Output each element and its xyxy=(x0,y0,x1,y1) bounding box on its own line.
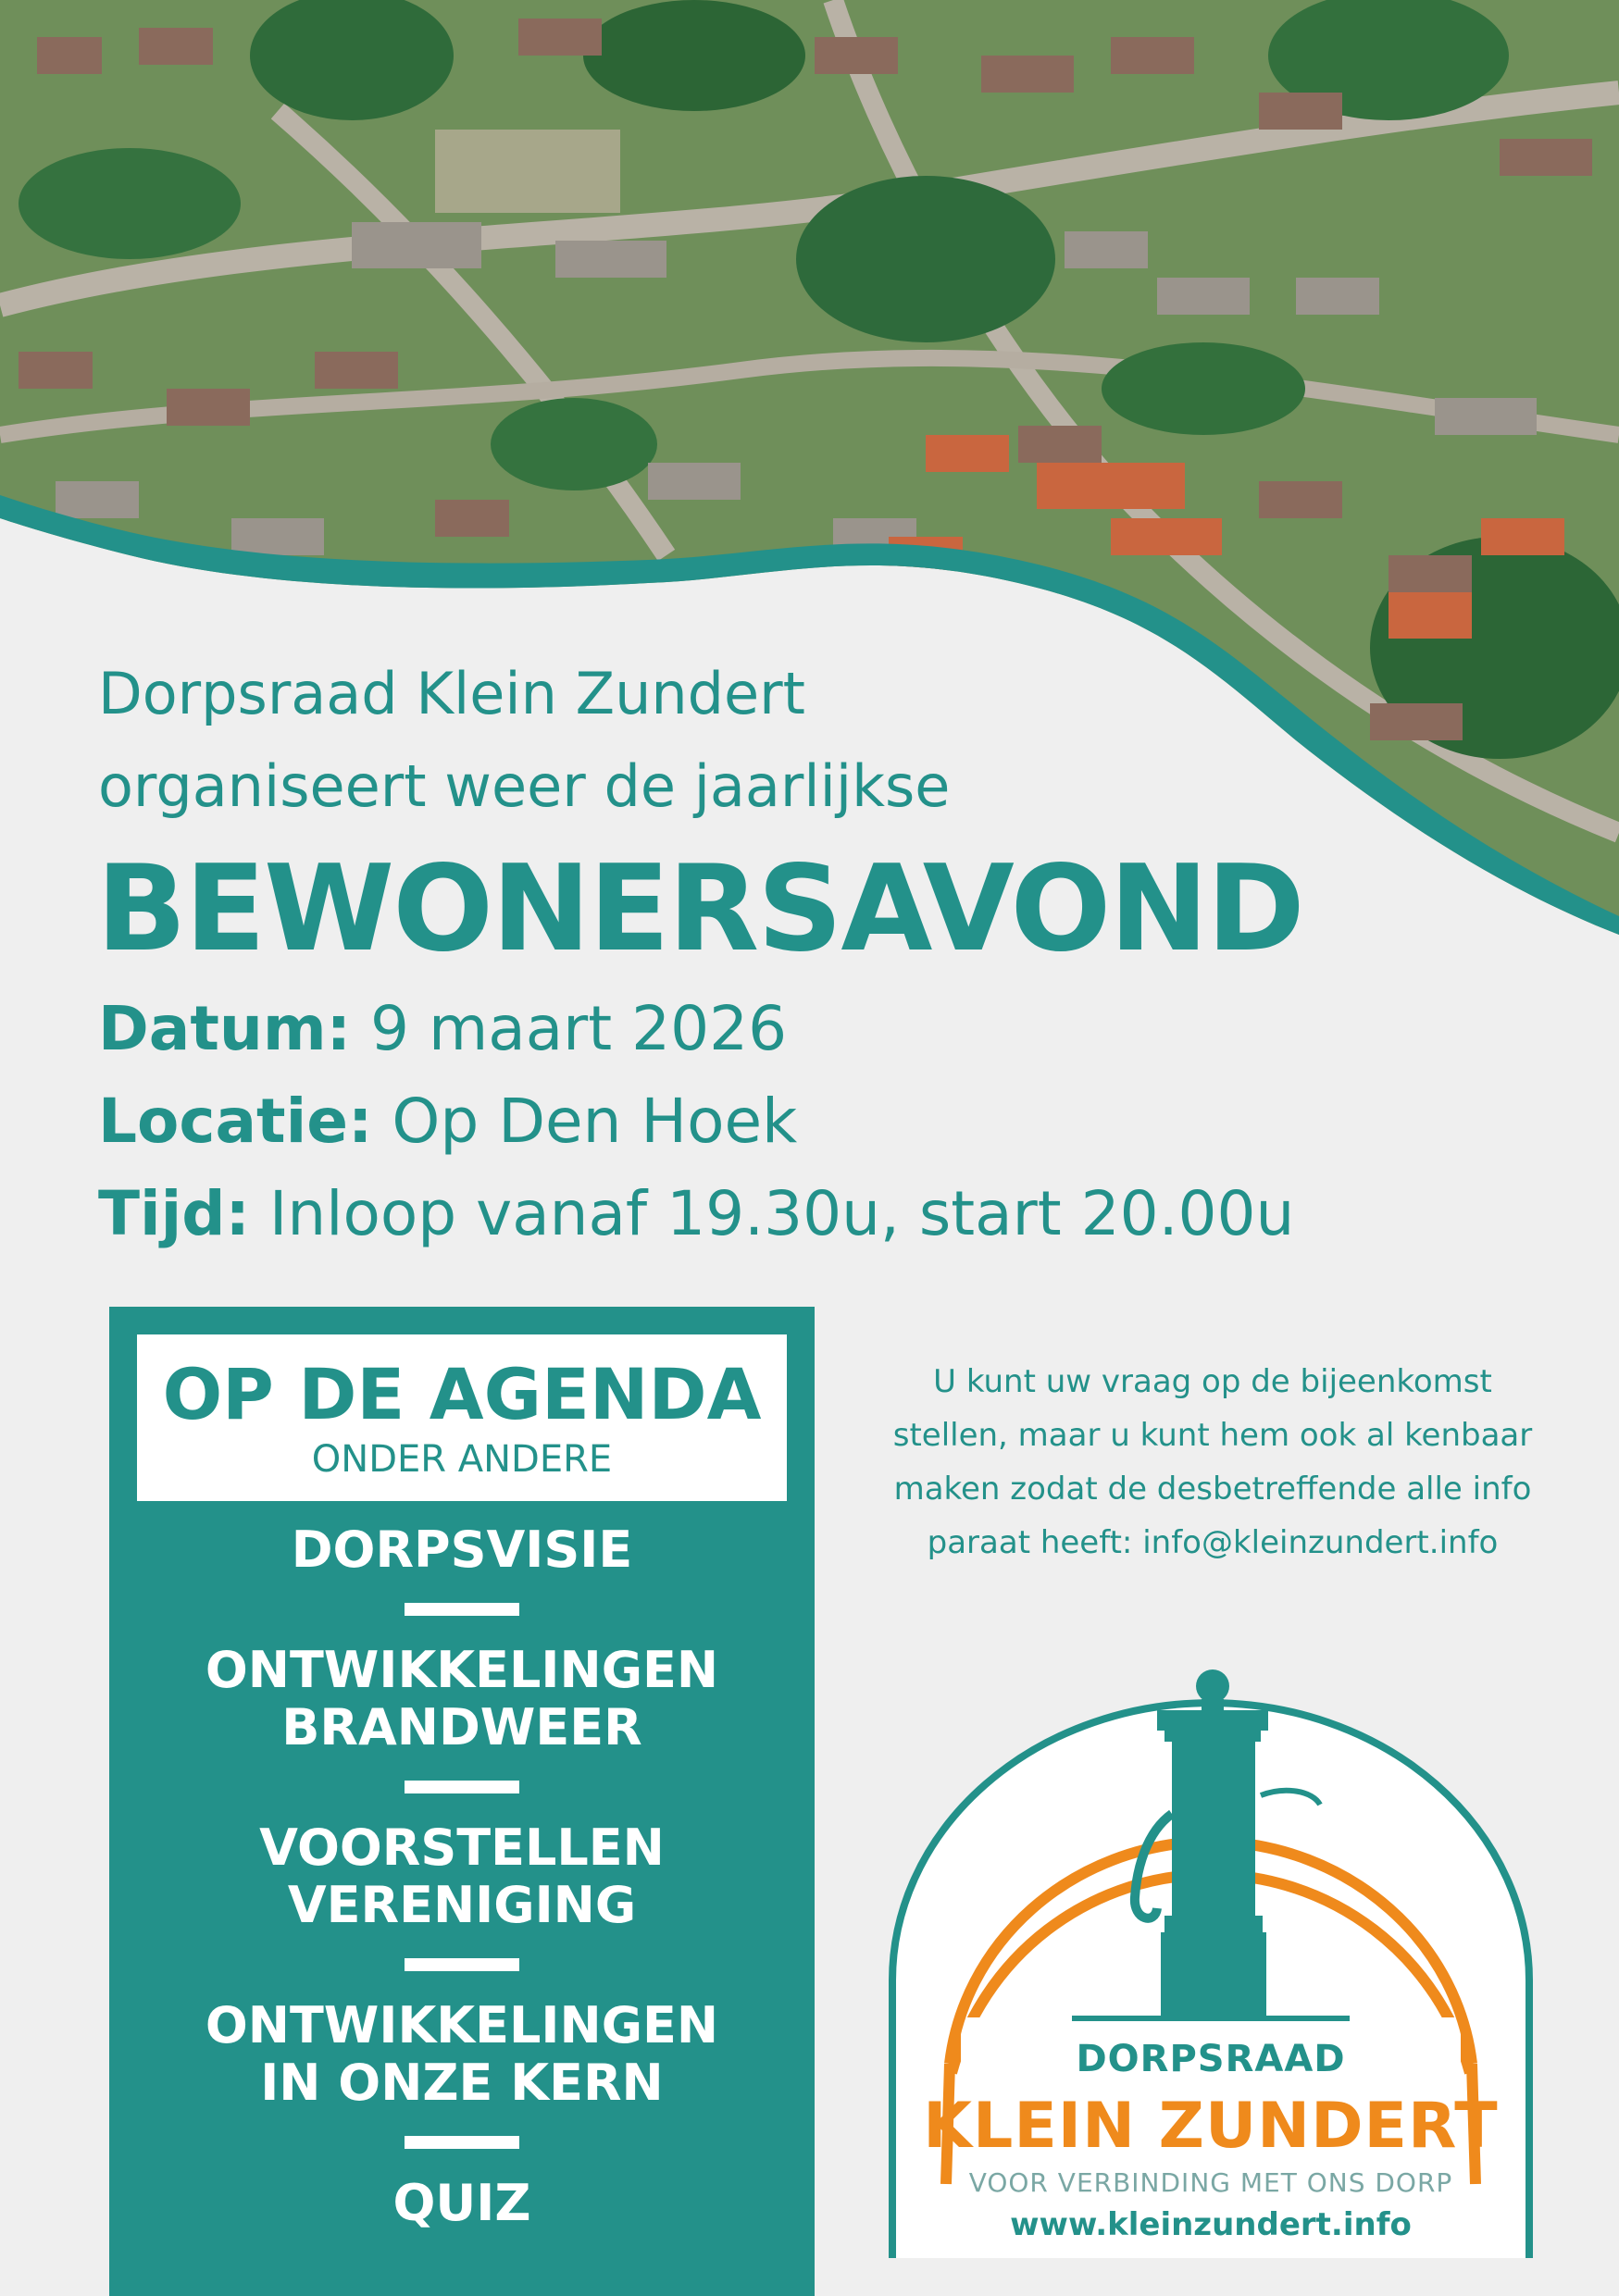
agenda-list xyxy=(109,1521,815,2232)
agenda-item-line: IN ONZE KERN xyxy=(260,2054,664,2112)
location-row xyxy=(98,1075,1294,1168)
question-line-3: maken zodat de desbetreffende alle info xyxy=(893,1471,1532,1508)
question-line-1: U kunt uw vraag op de bijeenkomst xyxy=(933,1363,1492,1400)
agenda-panel xyxy=(109,1307,815,2296)
agenda-subtitle: ONDER ANDERE xyxy=(311,1438,613,1481)
question-text xyxy=(861,1355,1564,1570)
question-line-4: paraat heeft: info@kleinzundert.info xyxy=(927,1524,1499,1561)
agenda-header xyxy=(137,1334,787,1501)
agenda-item-line: QUIZ xyxy=(392,2174,531,2232)
agenda-divider xyxy=(405,2136,519,2149)
date-label: Datum: xyxy=(98,993,352,1064)
logo-main-text: KLEIN ZUNDERT xyxy=(923,2090,1499,2163)
agenda-divider xyxy=(405,1958,519,1971)
agenda-item xyxy=(109,1819,815,1934)
question-line-2: stellen, maar u kunt hem ook al kenbaar xyxy=(892,1417,1533,1454)
agenda-title: OP DE AGENDA xyxy=(162,1353,762,1435)
date-row xyxy=(98,983,1294,1075)
agenda-item xyxy=(109,1997,815,2112)
agenda-item-line: ONTWIKKELINGEN xyxy=(205,1996,719,2054)
intro-text xyxy=(98,648,950,833)
time-label: Tijd: xyxy=(98,1178,250,1249)
date-value: 9 maart 2026 xyxy=(370,993,788,1064)
time-row xyxy=(98,1168,1294,1260)
event-headline: BEWONERSAVOND xyxy=(96,840,1303,978)
logo-top-text: DORPSRAAD xyxy=(1076,2038,1346,2080)
location-value: Op Den Hoek xyxy=(392,1086,798,1157)
agenda-item-line: VERENIGING xyxy=(287,1876,637,1934)
logo-tagline: VOOR VERBINDING MET ONS DORP xyxy=(968,2167,1453,2198)
website-link[interactable]: www.kleinzundert.info xyxy=(1010,2206,1412,2243)
intro-line-1: Dorpsraad Klein Zundert xyxy=(98,660,805,727)
time-value: Inloop vanaf 19.30u, start 20.00u xyxy=(268,1178,1295,1249)
intro-line-2: organiseert weer de jaarlijkse xyxy=(98,752,951,820)
agenda-divider xyxy=(405,1781,519,1793)
agenda-item-line: BRANDWEER xyxy=(281,1698,642,1756)
agenda-item-line: VOORSTELLEN xyxy=(259,1818,665,1877)
agenda-item-line: DORPSVISIE xyxy=(291,1520,633,1579)
event-details xyxy=(98,983,1294,1260)
agenda-item xyxy=(109,1642,815,1756)
agenda-item-line: ONTWIKKELINGEN xyxy=(205,1641,719,1699)
agenda-item xyxy=(109,1521,815,1579)
agenda-item xyxy=(109,2175,815,2232)
location-label: Locatie: xyxy=(98,1086,373,1157)
agenda-divider xyxy=(405,1603,519,1616)
